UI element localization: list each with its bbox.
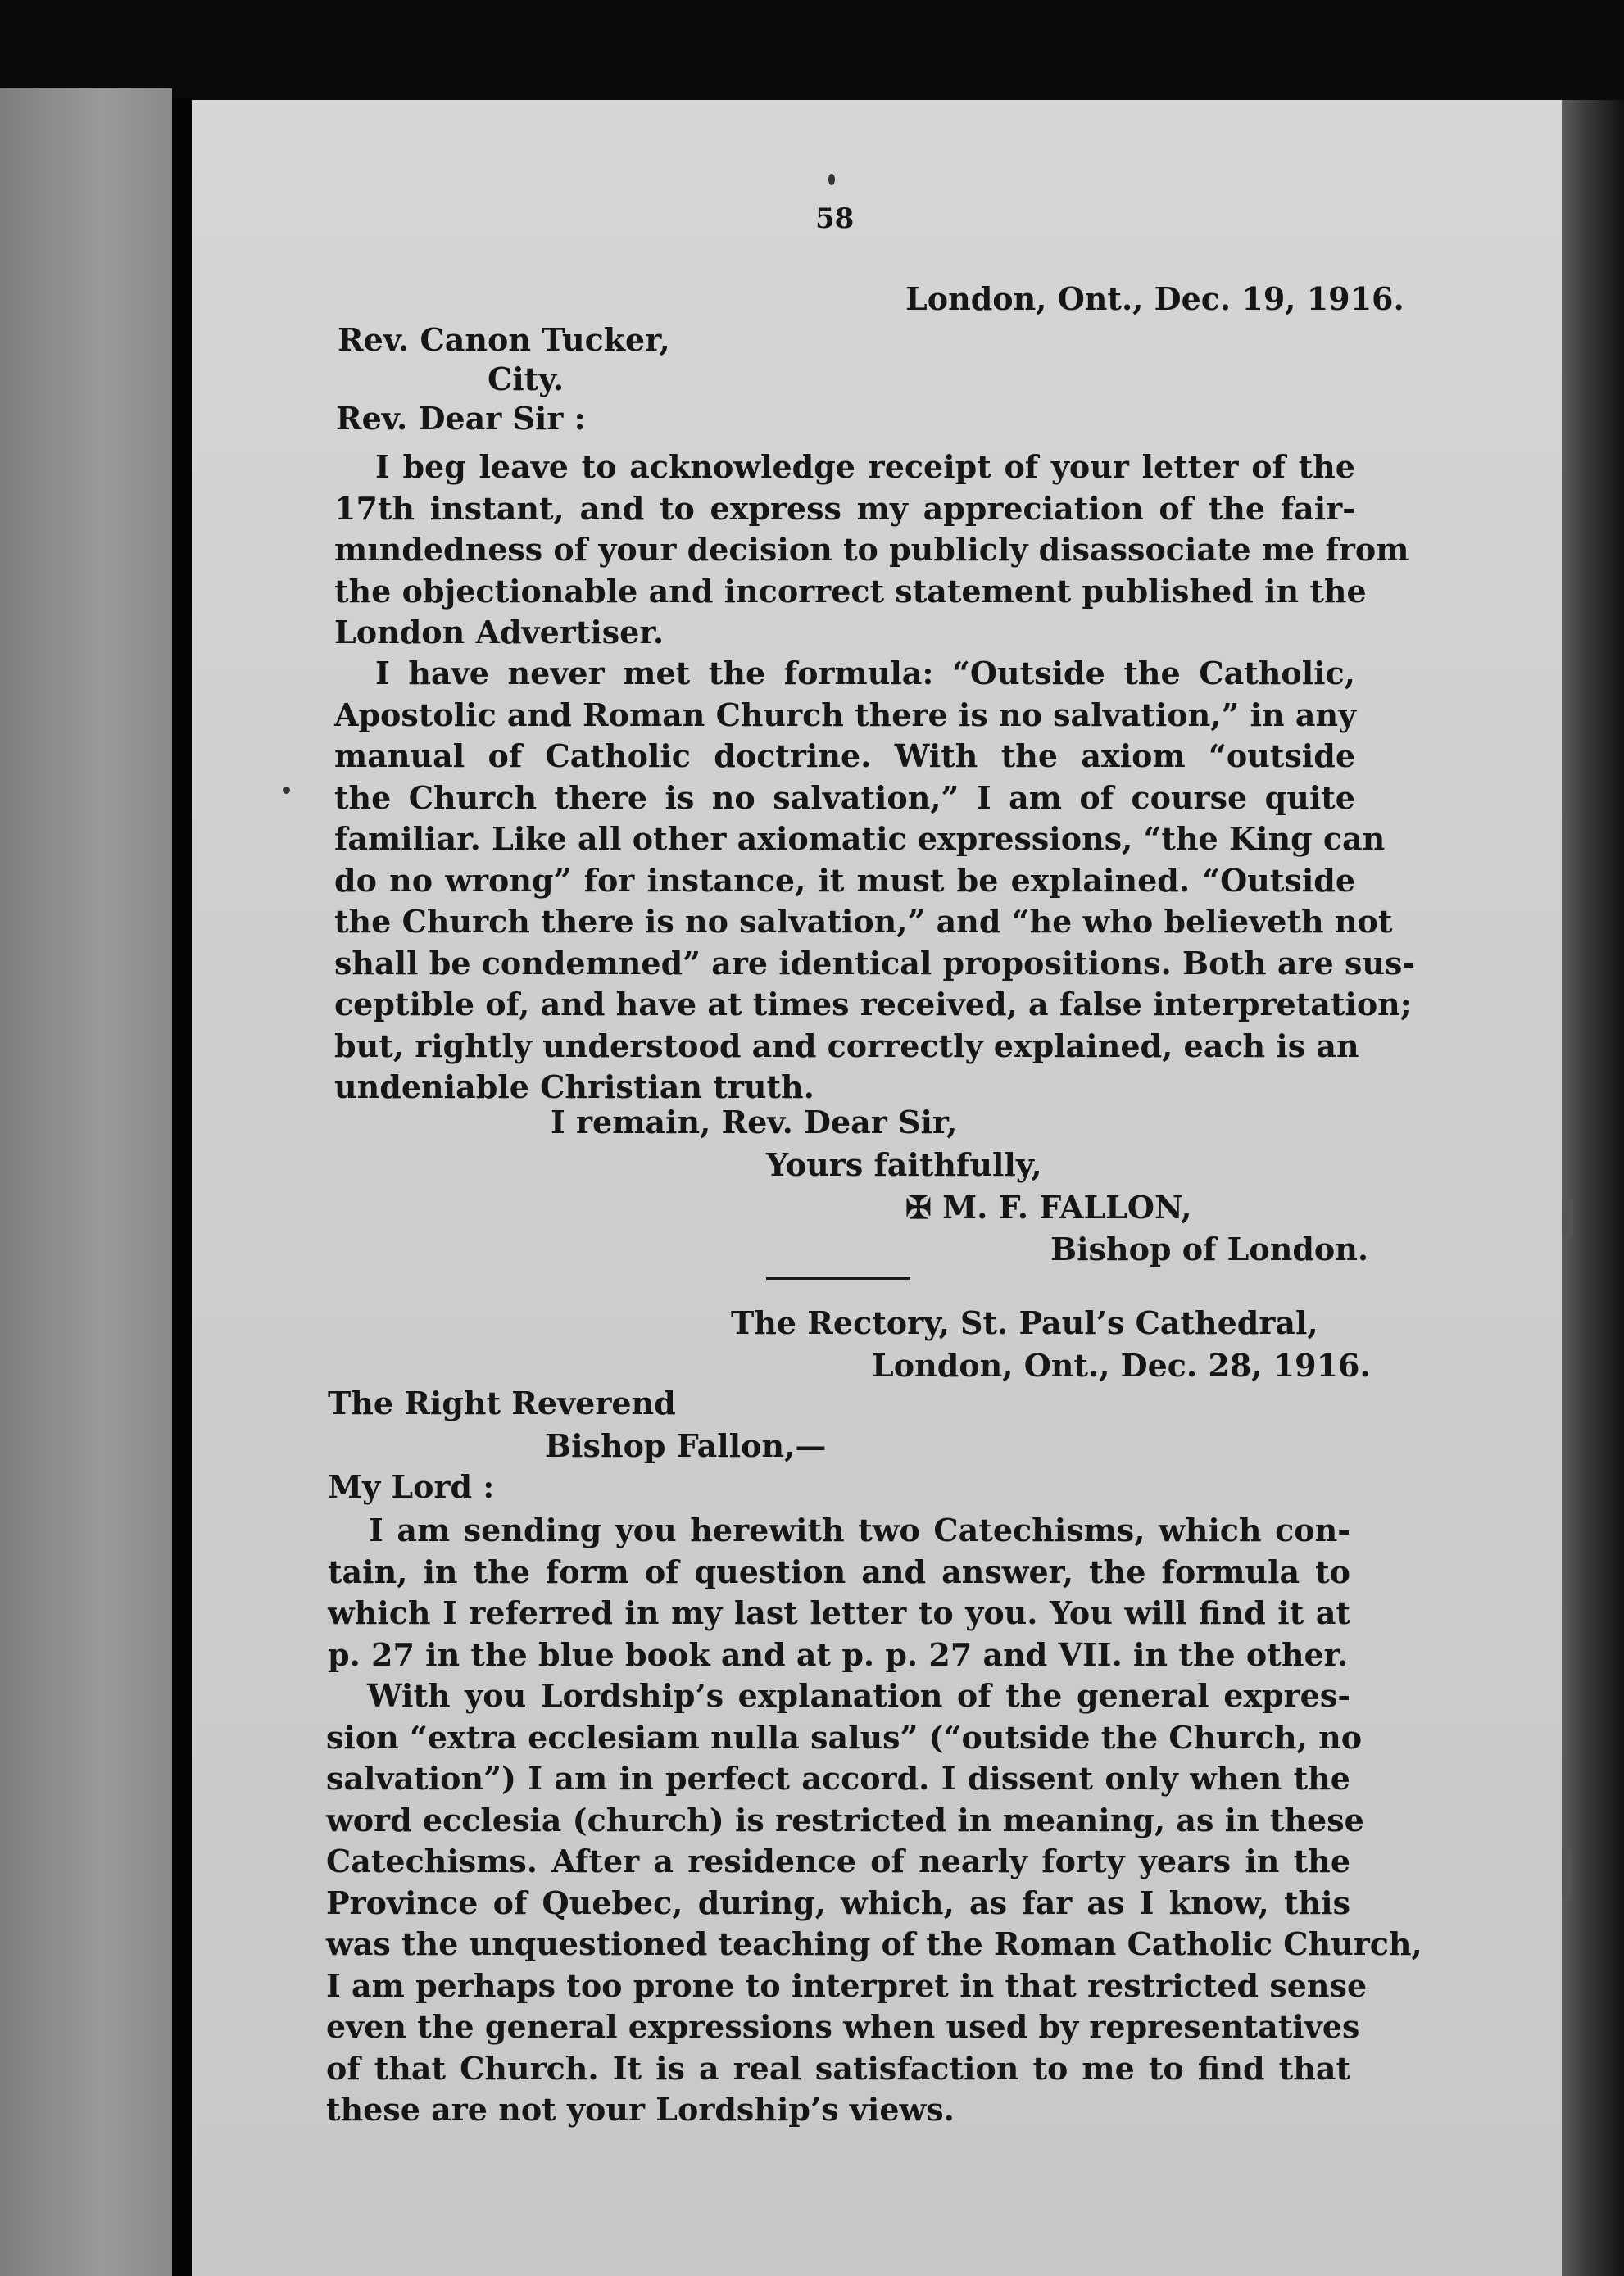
letter2-paragraph-2 (326, 1675, 1422, 2131)
letter2-addressee-title: The Right Reverend (328, 1385, 676, 1421)
letter1-addressee-name: Rev. Canon Tucker, (338, 321, 670, 358)
text-line: Catechisms. After a residence of nearly forty years in the (326, 1843, 1350, 1879)
text-line: Province of Quebec, during, which, as far as I know, this (326, 1884, 1350, 1921)
text-line: these are not your Lordship’s views. (326, 2091, 955, 2128)
letter1-signer-title: Bishop of London. (1050, 1231, 1369, 1267)
dust-speck (1562, 1199, 1573, 1237)
book-gutter (172, 98, 192, 2276)
letter2-heading-dateline: London, Ont., Dec. 28, 1916. (872, 1347, 1371, 1384)
dust-speck (1562, 1848, 1572, 1897)
letter1-closing-faithfully: Yours faithfully, (766, 1146, 1042, 1183)
text-line: but, rightly understood and correctly explained, each is an (334, 1027, 1359, 1064)
letter2-heading-rectory: The Rectory, St. Paul’s Cathedral, (731, 1304, 1318, 1341)
text-line: undeniable Christian truth. (334, 1068, 814, 1105)
section-divider (766, 1277, 910, 1280)
letter2-addressee-name: Bishop Fallon,— (545, 1427, 827, 1464)
text-line: salvation”) I am in perfect accord. I dissent only when the (326, 1760, 1350, 1797)
text-line: tain, in the form of question and answer, the formula to (328, 1553, 1350, 1590)
letter1-dateline: London, Ont., Dec. 19, 1916. (905, 280, 1404, 317)
text-line: 17th instant, and to express my appreciation of the fair- (334, 489, 1355, 527)
letter1-salutation: Rev. Dear Sir : (336, 400, 586, 437)
letter2-paragraph-1 (328, 1510, 1350, 1675)
text-line: I have never met the formula: “Outside the Catholic, (375, 655, 1355, 691)
letter1-addressee-city: City. (488, 360, 565, 397)
letter1-signature: ✠ M. F. FALLON, (905, 1189, 1192, 1226)
text-line: I am sending you herewith two Catechisms, which con- (369, 1512, 1350, 1548)
text-line: even the general expressions when used by representatives (326, 2008, 1360, 2045)
letter2-salutation: My Lord : (328, 1468, 495, 1505)
text-line: Apostolic and Roman Church there is no salvation,” in any (334, 696, 1357, 733)
text-line: I am perhaps too prone to interpret in that restricted sense (326, 1966, 1368, 2004)
text-line: ceptible of, and have at times received, a false interpretation; (334, 986, 1412, 1022)
page-edge-shadow (1562, 100, 1624, 2276)
letter1-paragraph-2 (334, 653, 1416, 1109)
text-line: do no wrong” for instance, it must be explained. “Outside (334, 861, 1355, 899)
text-line: the objectionable and incorrect statement published in the (334, 572, 1367, 610)
text-line: sion “extra ecclesiam nulla salus” (“outside the Church, no (326, 1718, 1363, 1756)
text-line: manual of Catholic doctrine. With the axiom “outside (334, 737, 1355, 774)
facing-page-edge (0, 88, 172, 2276)
text-line: of that Church. It is a real satisfaction to me to find that (326, 2049, 1350, 2087)
text-line: familiar. Like all other axiomatic expressions, “the King can (334, 820, 1386, 857)
dust-speck (828, 174, 835, 185)
text-line: mındedness of your decision to publicly disassociate me from (334, 531, 1409, 568)
dust-speck (283, 787, 290, 794)
text-line: With you Lordship’s explanation of the general expres- (367, 1677, 1350, 1714)
text-line: I beg leave to acknowledge receipt of your letter of the (375, 448, 1355, 485)
text-line: shall be condemned” are identical propositions. Both are sus- (334, 944, 1416, 982)
letter1-closing-remain: I remain, Rev. Dear Sir, (551, 1104, 958, 1140)
letter1-paragraph-1 (334, 447, 1409, 654)
page-number: 58 (815, 202, 855, 235)
text-line: London Advertiser. (334, 614, 665, 651)
text-line: word ecclesia (church) is restricted in meaning, as in these (326, 1801, 1364, 1838)
text-line: was the unquestioned teaching of the Roman Catholic Church, (326, 1925, 1422, 1962)
text-line: the Church there is no salvation,” I am of course quite (334, 778, 1355, 816)
text-line: p. 27 in the blue book and at p. p. 27 and VII. in the other. (328, 1635, 1349, 1673)
text-line: the Church there is no salvation,” and “he who believeth not (334, 903, 1393, 940)
text-line: which I referred in my last letter to you. You will find it at (328, 1594, 1350, 1631)
